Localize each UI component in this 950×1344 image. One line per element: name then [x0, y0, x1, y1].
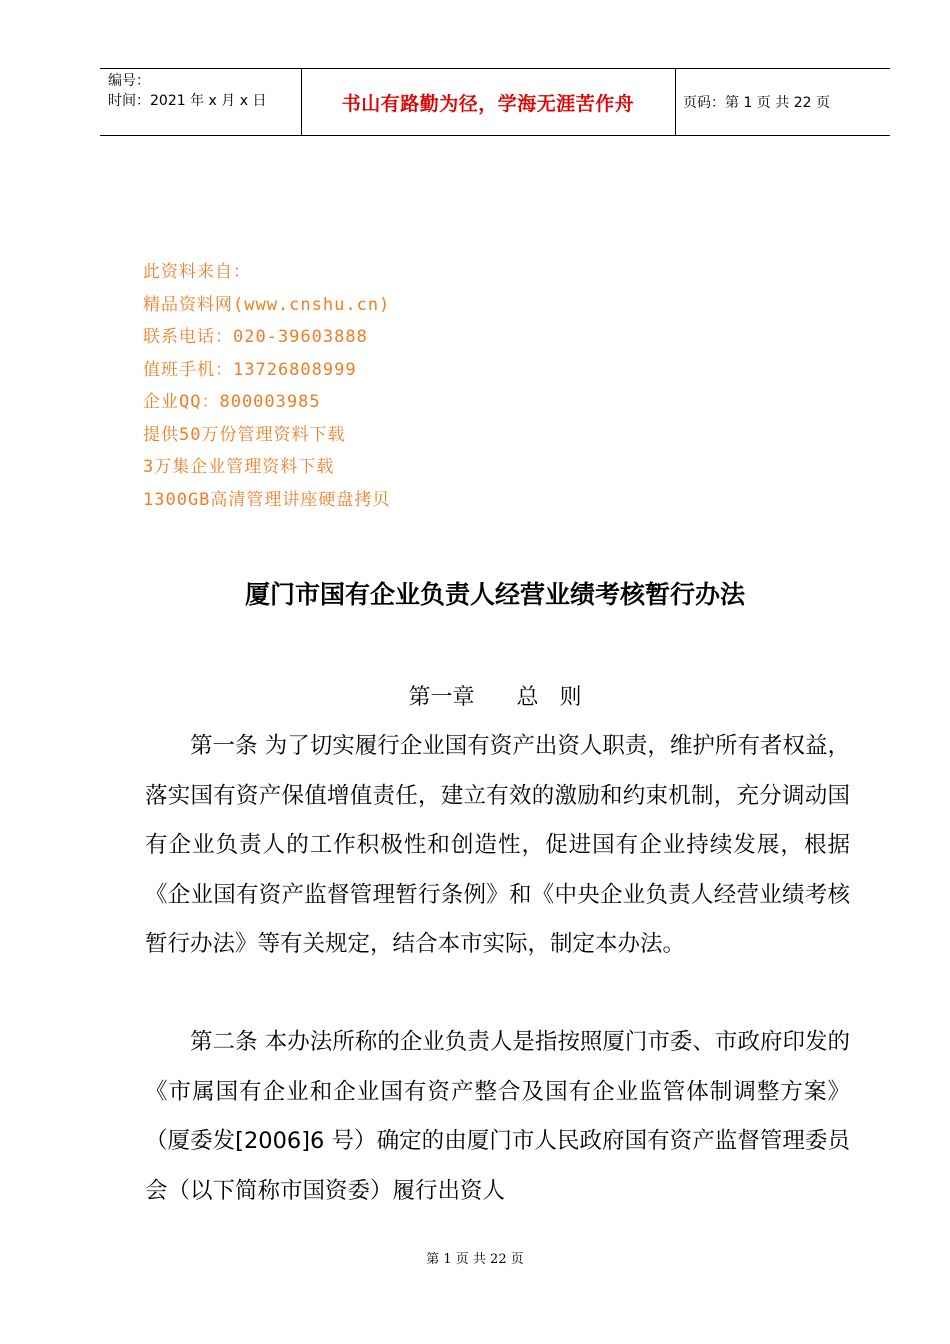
ad-line-phone: 联系电话：020-39603888: [143, 327, 368, 347]
header-divider-right: [675, 69, 676, 135]
document-time-label: 时间：2021 年 x 月 x 日: [108, 93, 267, 109]
article-2-paragraph: 第二条 本办法所称的企业负责人是指按照厦门市委、市政府印发的《市属国有企业和企业国有资产整合及国有企业监管体制调整方案》（厦委发[2006]6 号）确定的由厦门市人民政府国有资产监督管理委员会（以下简称市国资委）履行出资人: [145, 1029, 850, 1204]
ad-line-qq: 企业QQ：800003985: [143, 392, 321, 412]
source-advertisement: [143, 256, 390, 516]
header-motto: 书山有路勤为径，学海无涯苦作舟: [341, 92, 635, 115]
document-title: 厦门市国有企业负责人经营业绩考核暂行办法: [244, 580, 745, 609]
ad-line-website: 精品资料网(www.cnshu.cn): [143, 294, 391, 315]
header-meta: [108, 71, 266, 111]
ad-line-mobile: 值班手机：13726808999: [143, 359, 357, 380]
ad-line-offer-1: 提供50万份管理资料下载: [143, 424, 346, 445]
page-header: [100, 68, 890, 136]
page-footer: 第 1 页 共 22 页: [426, 1252, 524, 1267]
chapter-heading: 第一章 总 则: [408, 685, 582, 710]
ad-line-offer-3: 1300GB高清管理讲座硬盘拷贝: [143, 489, 391, 510]
document-number-label: 编号：: [108, 73, 150, 89]
article-1-paragraph: 第一条 为了切实履行企业国有资产出资人职责，维护所有者权益，落实国有资产保值增值责任，建立有效的激励和约束机制，充分调动国有企业负责人的工作积极性和创造性，促进国有企业持续发展，根据《企业国有资产监督管理暂行条例》和《中央企业负责人经营业绩考核暂行办法》等有关规定，结合本市实际，制定本办法。: [145, 733, 850, 957]
header-page-info: 页码：第 1 页 共 22 页: [683, 95, 830, 111]
ad-line-source: 此资料来自：: [143, 262, 251, 282]
ad-line-offer-2: 3万集企业管理资料下载: [143, 457, 335, 477]
